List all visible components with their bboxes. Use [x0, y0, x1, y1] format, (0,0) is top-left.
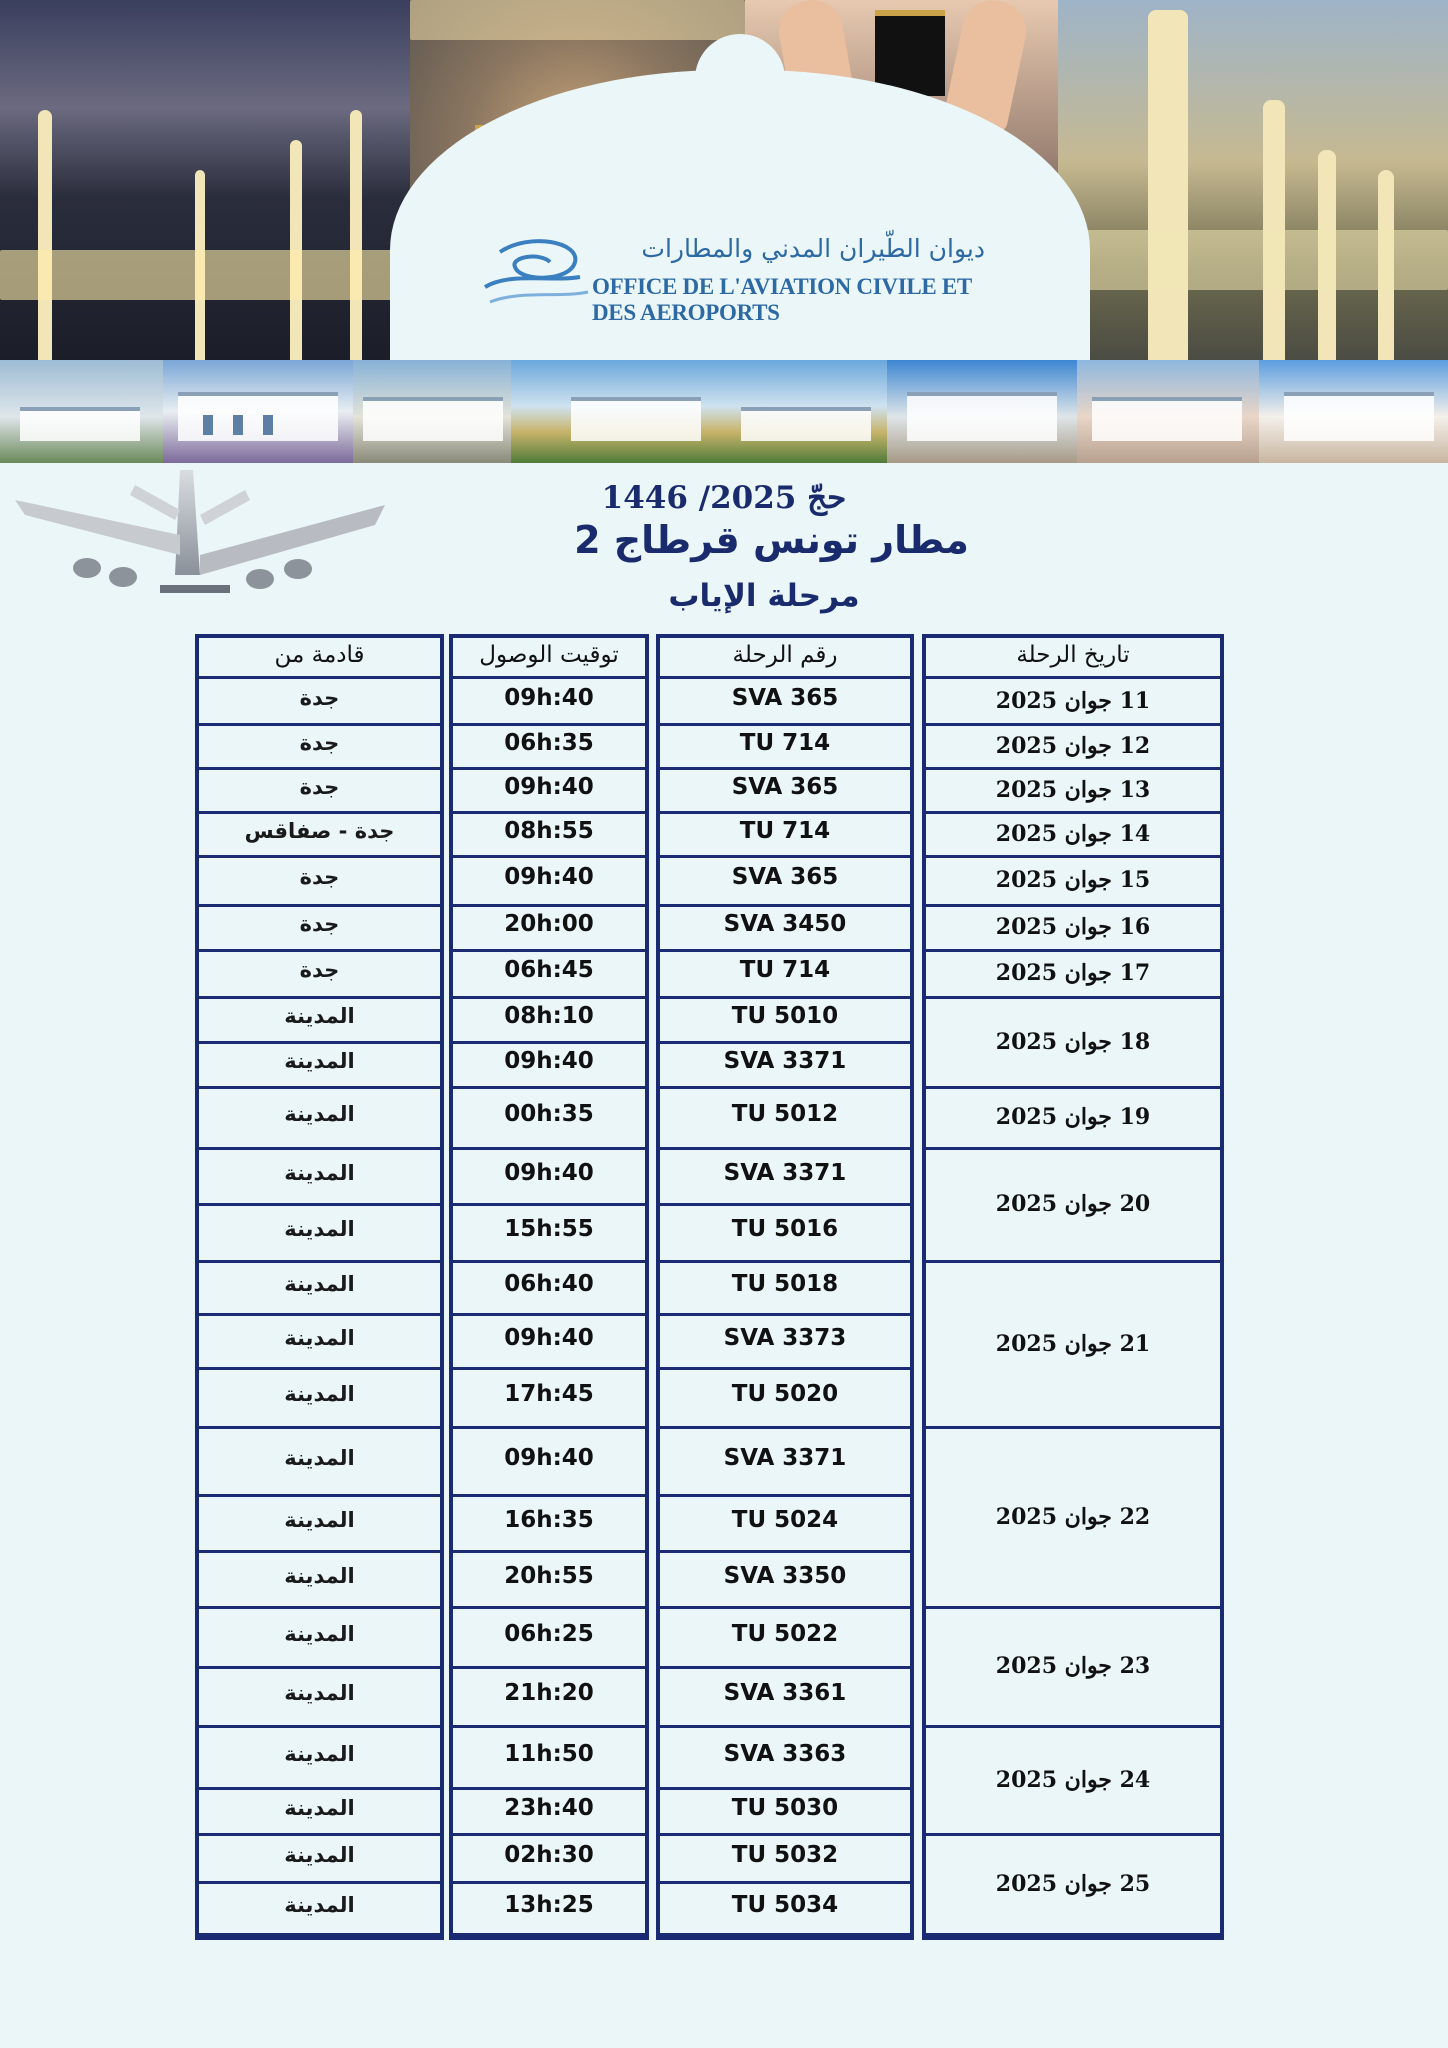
arrival-time-cell: 09h:40: [504, 774, 594, 800]
origin-cell: المدينة: [284, 1049, 355, 1073]
origin-cell: المدينة: [284, 1382, 355, 1406]
org-name-french: OFFICE DE L'AVIATION CIVILE ET DES AEROPORTS: [592, 274, 972, 325]
flight-date-cell: 15 جوان 2025: [995, 867, 1151, 893]
header-cell: توقيت الوصول: [479, 642, 619, 668]
origin-cell: المدينة: [284, 1272, 355, 1296]
flight-number-cell: TU 5020: [731, 1381, 839, 1407]
flight-number-cell: TU 714: [739, 730, 831, 756]
header-cell: تاريخ الرحلة: [1016, 642, 1130, 668]
origin-cell: جدة: [299, 731, 340, 755]
hajj-year-title: حجّ 2025/ 1446: [601, 480, 847, 516]
flight-date-cell: 24 جوان 2025: [995, 1767, 1151, 1793]
origin-cell: المدينة: [284, 1004, 355, 1028]
flight-number-cell: SVA 365: [731, 864, 839, 890]
flight-number-cell: SVA 3363: [723, 1741, 847, 1767]
flight-date-cell: 25 جوان 2025: [995, 1871, 1151, 1897]
arrival-time-cell: 16h:35: [504, 1507, 594, 1533]
arrival-time-cell: 09h:40: [504, 685, 594, 711]
flight-number-cell: TU 5030: [731, 1795, 839, 1821]
flight-number-cell: SVA 3450: [723, 911, 847, 937]
arrival-time-cell: 20h:00: [504, 911, 594, 937]
arrival-time-cell: 09h:40: [504, 864, 594, 890]
row-divider: [449, 1933, 649, 1936]
header-divider: [449, 676, 649, 679]
flight-date-cell: 21 جوان 2025: [995, 1331, 1151, 1357]
header-divider: [195, 676, 444, 679]
arrival-time-cell: 06h:40: [504, 1271, 594, 1297]
flight-number-cell: SVA 3361: [723, 1680, 847, 1706]
flight-date-cell: 19 جوان 2025: [995, 1104, 1151, 1130]
header-banner: [0, 0, 1448, 463]
flight-date-cell: 11 جوان 2025: [995, 688, 1151, 714]
mosque-photo-right: [1058, 0, 1448, 360]
flight-number-cell: TU 5034: [731, 1892, 839, 1918]
flight-number-cell: SVA 365: [731, 774, 839, 800]
flight-date-cell: 16 جوان 2025: [995, 914, 1151, 940]
arrival-time-cell: 20h:55: [504, 1563, 594, 1589]
flight-number-cell: TU 5032: [731, 1842, 839, 1868]
flight-schedule-table: [195, 634, 1224, 1940]
flight-number-cell: SVA 3371: [723, 1048, 847, 1074]
arrival-time-cell: 11h:50: [504, 1741, 594, 1767]
flight-date-cell: 22 جوان 2025: [995, 1504, 1151, 1530]
flight-date-cell: 20 جوان 2025: [995, 1191, 1151, 1217]
arrival-time-cell: 09h:40: [504, 1445, 594, 1471]
oaca-logo: [480, 232, 1000, 332]
arrival-time-cell: 08h:55: [504, 818, 594, 844]
airport-photo-6: [1077, 360, 1259, 463]
origin-cell: المدينة: [284, 1893, 355, 1917]
origin-cell: المدينة: [284, 1161, 355, 1185]
origin-cell: المدينة: [284, 1217, 355, 1241]
flight-number-cell: SVA 3371: [723, 1160, 847, 1186]
arrival-time-cell: 02h:30: [504, 1842, 594, 1868]
arrival-time-cell: 00h:35: [504, 1101, 594, 1127]
mosque-photo-left: [0, 0, 410, 360]
date-divider: [922, 1933, 1224, 1936]
airport-title: مطار تونس قرطاج 2: [574, 518, 969, 562]
header-cell: قادمة من: [274, 642, 365, 668]
flight-number-cell: TU 5018: [731, 1271, 839, 1297]
airport-photo-4: [511, 360, 887, 463]
flight-number-cell: TU 5010: [731, 1003, 839, 1029]
flight-date-cell: 12 جوان 2025: [995, 733, 1151, 759]
row-divider: [195, 1933, 444, 1936]
airport-photo-2: [163, 360, 353, 463]
flight-date-cell: 14 جوان 2025: [995, 821, 1151, 847]
arrival-time-cell: 06h:35: [504, 730, 594, 756]
arrival-time-cell: 23h:40: [504, 1795, 594, 1821]
arrival-time-cell: 06h:25: [504, 1621, 594, 1647]
arrival-time-cell: 08h:10: [504, 1003, 594, 1029]
flight-date-cell: 18 جوان 2025: [995, 1029, 1151, 1055]
flight-number-cell: TU 5022: [731, 1621, 839, 1647]
header-cell: رقم الرحلة: [732, 642, 838, 668]
origin-cell: المدينة: [284, 1508, 355, 1532]
dome-tip: [695, 34, 785, 124]
flight-date-cell: 23 جوان 2025: [995, 1653, 1151, 1679]
origin-cell: المدينة: [284, 1843, 355, 1867]
logo-swirl-icon: [480, 232, 590, 312]
arrival-time-cell: 09h:40: [504, 1048, 594, 1074]
origin-cell: جدة: [299, 686, 340, 710]
arrival-time-cell: 21h:20: [504, 1680, 594, 1706]
origin-cell: المدينة: [284, 1681, 355, 1705]
origin-cell: المدينة: [284, 1796, 355, 1820]
origin-cell: المدينة: [284, 1742, 355, 1766]
flight-date-cell: 13 جوان 2025: [995, 777, 1151, 803]
arrival-time-cell: 13h:25: [504, 1892, 594, 1918]
arrival-time-cell: 17h:45: [504, 1381, 594, 1407]
origin-cell: جدة: [299, 958, 340, 982]
flight-number-cell: TU 5024: [731, 1507, 839, 1533]
phase-title: مرحلة الإياب: [668, 578, 860, 614]
header-divider: [656, 676, 914, 679]
flight-number-cell: TU 714: [739, 957, 831, 983]
arrival-time-cell: 09h:40: [504, 1160, 594, 1186]
flight-number-cell: SVA 3373: [723, 1325, 847, 1351]
flight-number-cell: TU 5012: [731, 1101, 839, 1127]
origin-cell: المدينة: [284, 1564, 355, 1588]
flight-number-cell: TU 5016: [731, 1216, 839, 1242]
origin-cell: جدة - صفاقس: [244, 819, 395, 843]
airport-photo-7: [1259, 360, 1448, 463]
arrival-time-cell: 15h:55: [504, 1216, 594, 1242]
flight-number-cell: SVA 3371: [723, 1445, 847, 1471]
flight-number-cell: SVA 3350: [723, 1563, 847, 1589]
origin-cell: المدينة: [284, 1326, 355, 1350]
row-divider: [656, 1933, 914, 1936]
airport-photo-3: [353, 360, 511, 463]
flight-number-cell: TU 714: [739, 818, 831, 844]
flight-number-cell: SVA 365: [731, 685, 839, 711]
origin-cell: المدينة: [284, 1102, 355, 1126]
arrival-time-cell: 09h:40: [504, 1325, 594, 1351]
origin-cell: جدة: [299, 912, 340, 936]
airport-photo-5: [887, 360, 1077, 463]
origin-cell: جدة: [299, 865, 340, 889]
flight-date-cell: 17 جوان 2025: [995, 960, 1151, 986]
arrival-time-cell: 06h:45: [504, 957, 594, 983]
origin-cell: جدة: [299, 775, 340, 799]
origin-cell: المدينة: [284, 1622, 355, 1646]
airport-photo-1: [0, 360, 163, 463]
origin-cell: المدينة: [284, 1446, 355, 1470]
org-name-arabic: ديوان الطّيران المدني والمطارات: [641, 234, 985, 263]
